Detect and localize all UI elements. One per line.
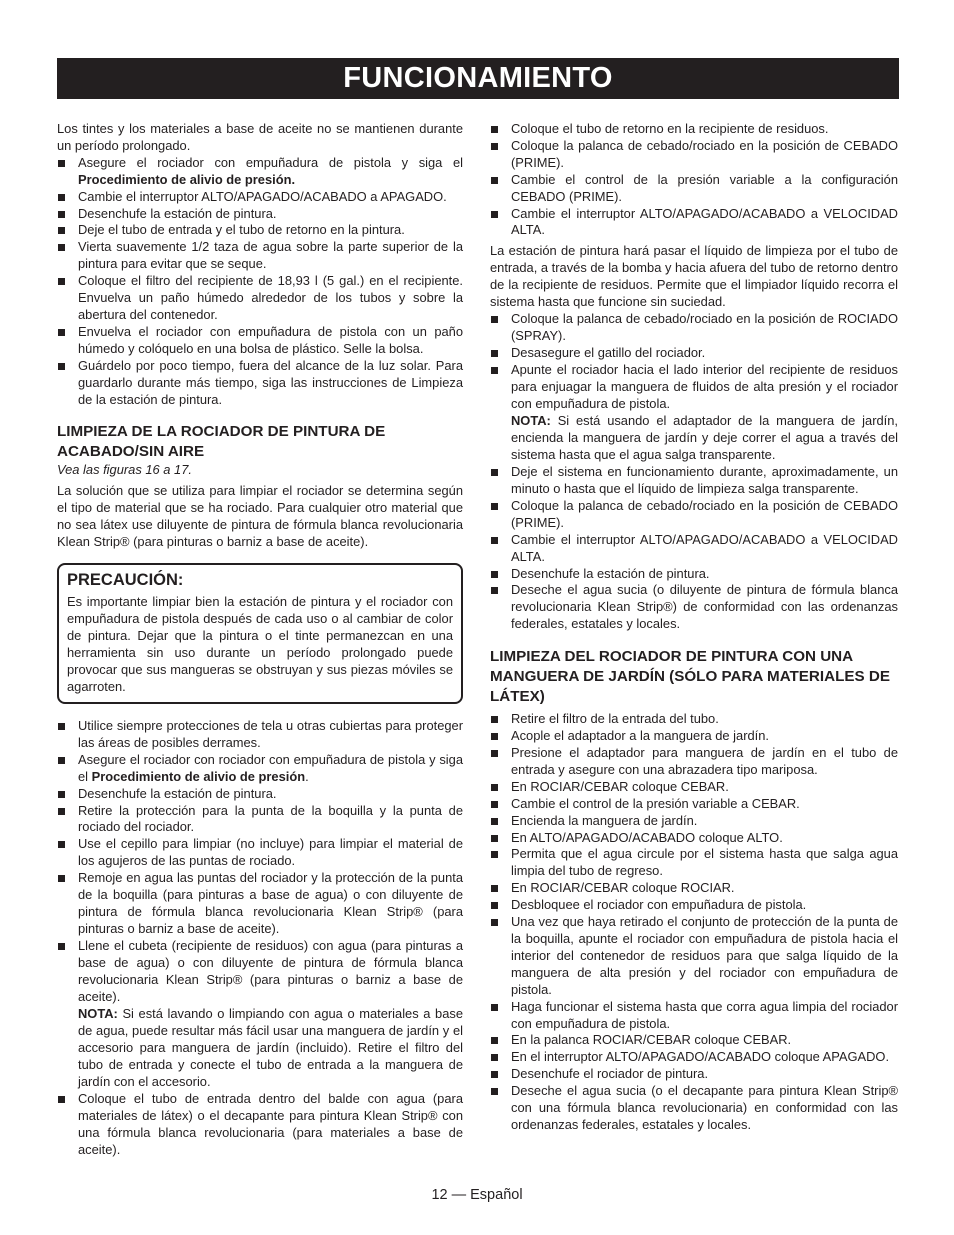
flush-paragraph: La estación de pintura hará pasar el líquido de limpieza por el tubo de entrada, a través de la bomba y hacia afuera del tubo de retorno dentro de la recipiente de residuos. Permite que el limpiador líquido recorra el sistema hasta que funcione sin suciedad. xyxy=(490,243,898,310)
list-item xyxy=(490,532,898,566)
note-label: NOTA: xyxy=(78,1006,118,1022)
list-item-text: En ROCIAR/CEBAR coloque CEBAR. xyxy=(511,778,729,794)
flush-steps-list xyxy=(490,121,898,239)
list-item-text: Coloque el tubo de retorno en la recipiente de residuos. xyxy=(511,121,829,136)
list-item xyxy=(57,1091,463,1159)
list-item xyxy=(57,324,463,358)
list-item xyxy=(490,813,898,830)
list-item xyxy=(490,172,898,206)
list-item-text: Deje el tubo de entrada y el tubo de retorno en la pintura. xyxy=(78,222,405,238)
section-paragraph: La solución que se utiliza para limpiar el rociador se determina según el tipo de material que se ha rociado. Para cualquier otro material que no sea látex use diluyente de pintura de fórmula blanca revolucionaria Klean Strip® (para pinturas o barniz a base de aceite). xyxy=(57,483,463,550)
list-item xyxy=(57,836,463,870)
note-text: Si está usando el adaptador de la manguera de jardín, encienda la manguera de jardín y deje correr el agua a través del sistema hasta que el agua salga transparente. xyxy=(511,413,898,463)
caution-box xyxy=(57,563,463,704)
list-item-text: Retire el filtro de la entrada del tubo. xyxy=(511,711,719,727)
list-item-text: Una vez que haya retirado el conjunto de protección de la punta de la boquilla, apunte el rociador con empuñadura de pistola hacia el interior del contenedor de residuos para que salga líquido de la manguera de alta presión y del rociador con empuñadura de pistola. xyxy=(511,914,898,997)
list-item xyxy=(490,830,898,847)
list-item-text: Desbloquee el rociador con empuñadura de pistola. xyxy=(511,897,807,913)
list-item-text: Desasegure el gatillo del rociador. xyxy=(511,344,706,360)
list-item-text: Use el cepillo para limpiar (no incluye) para limpiar el material de los agujeros de las puntas de rociado. xyxy=(78,836,463,869)
list-item xyxy=(57,358,463,409)
list-item-note xyxy=(511,413,898,464)
list-item xyxy=(490,464,898,498)
section-heading-airless-cleaning: LIMPIEZA DE LA ROCIADOR DE PINTURA DE ACABADO/SIN AIRE xyxy=(57,423,386,461)
list-item xyxy=(490,1083,898,1134)
list-item-text: Retire la protección para la punta de la boquilla y la punta de rociado del rociador. xyxy=(78,802,463,835)
right-column xyxy=(490,121,898,1134)
page-footer: 12 — Español xyxy=(431,1187,523,1203)
list-item xyxy=(57,206,463,223)
list-item xyxy=(490,311,898,345)
cleaning-steps-list xyxy=(57,718,463,1159)
list-item xyxy=(490,880,898,897)
list-item-text: Cambie el interruptor ALTO/APAGADO/ACABADO a VELOCIDAD ALTA. xyxy=(511,531,898,564)
list-item-text: Apunte el rociador hacia el lado interior del recipiente de residuos para enjuagar la manguera de fluidos de alta presión y el rociador con empuñadura de pistola. xyxy=(511,361,898,411)
rinse-steps-list xyxy=(490,311,898,633)
list-item xyxy=(57,938,463,1091)
list-item xyxy=(490,1066,898,1083)
list-item-text: Coloque la palanca de cebado/rociado en la posición de CEBADO (PRIME). xyxy=(511,137,898,170)
list-item-text: Desenchufe la estación de pintura. xyxy=(78,205,277,221)
list-item-text: Remoje en agua las puntas del rociador y la protección de la punta de la boquilla (para pinturas a base de agua) o con diluyente de pintura de fórmula blanca revolucionaria Klean Strip® (para pinturas o barniz a base de aceite). xyxy=(78,870,463,936)
list-item-text: En ROCIAR/CEBAR coloque ROCIAR. xyxy=(511,880,735,896)
list-item-text: En la palanca ROCIAR/CEBAR coloque CEBAR. xyxy=(511,1032,792,1048)
list-item-text: Cambie el control de la presión variable a la configuración CEBADO (PRIME). xyxy=(511,171,898,204)
list-item-text: Haga funcionar el sistema hasta que corra agua limpia del rociador con empuñadura de pistola. xyxy=(511,998,898,1031)
list-item xyxy=(490,711,898,728)
list-item-text: Asegure el rociador con empuñadura de pistola y siga el xyxy=(78,154,463,170)
list-item xyxy=(490,138,898,172)
list-item-text: En ALTO/APAGADO/ACABADO coloque ALTO. xyxy=(511,829,783,845)
list-item xyxy=(490,728,898,745)
list-item xyxy=(490,582,898,633)
list-item-text: En el interruptor ALTO/APAGADO/ACABADO coloque APAGADO. xyxy=(511,1049,890,1065)
list-item xyxy=(490,498,898,532)
note-label: NOTA: xyxy=(511,413,551,429)
list-item-text: Asegure el rociador con rociador con empuñadura de pistola y siga el xyxy=(78,751,463,784)
note-text: Si está lavando o limpiando con agua o materiales a base de agua, puede resultar más fácil usar una manguera de jardín y el accesorio para manguera de jardín (incluido). Retire el filtro del tubo de entrada y conecte el tubo de entrada a la manguera de jardín con el accesorio. xyxy=(78,1006,463,1090)
list-item-text: Coloque la palanca de cebado/rociado en la posición de ROCIADO (SPRAY). xyxy=(511,310,898,343)
list-item-text: Acople el adaptador a la manguera de jardín. xyxy=(511,728,769,744)
list-item xyxy=(490,745,898,779)
list-item-text: Guárdelo por poco tiempo, fuera del alcance de la luz solar. Para guardarlo durante más tiempo, siga las instrucciones de Limpieza de la estación de pintura. xyxy=(78,357,463,407)
list-item-text: Vierta suavemente 1/2 taza de agua sobre la parte superior de la pintura para evitar que se seque. xyxy=(78,239,463,272)
list-item xyxy=(490,1049,898,1066)
list-item xyxy=(490,779,898,796)
list-item-text: Desenchufe la estación de pintura. xyxy=(78,785,277,801)
list-item-text: Desenchufe la estación de pintura. xyxy=(511,565,710,581)
caution-title: PRECAUCIÓN: xyxy=(67,571,184,590)
list-item xyxy=(57,786,463,803)
list-item xyxy=(57,752,463,786)
list-item xyxy=(57,273,463,324)
list-item-text: Deje el sistema en funcionamiento durante, aproximadamente, un minuto o hasta que el líquido de limpieza salga transparente. xyxy=(511,464,898,497)
list-item-text: Utilice siempre protecciones de tela u otras cubiertas para proteger las áreas de posibles derrames. xyxy=(78,718,463,750)
intro-paragraph: Los tintes y los materiales a base de aceite no se mantienen durante un período prolongado. xyxy=(57,121,463,153)
list-item-text: Cambie el interruptor ALTO/APAGADO/ACABADO a VELOCIDAD ALTA. xyxy=(511,205,898,238)
list-item-text: Llene el cubeta (recipiente de residuos) con agua (para pinturas a base de agua) o con diluyente de pintura de fórmula blanca revolucionaria Klean Strip® (para pinturas o barniz a base de aceite). xyxy=(78,937,463,1004)
list-item xyxy=(490,206,898,240)
list-item xyxy=(57,189,463,206)
list-item xyxy=(490,846,898,880)
list-item-text: Desenchufe el rociador de pintura. xyxy=(511,1066,709,1082)
section-heading-garden-hose: LIMPIEZA DEL ROCIADOR DE PINTURA CON UNA MANGUERA DE JARDÍN (SÓLO PARA MATERIALES DE LÁTEX) xyxy=(490,648,890,706)
list-item-text: Envuelva el rociador con empuñadura de pistola con un paño húmedo y colóquelo en una bolsa de plástico. Selle la bolsa. xyxy=(78,323,463,356)
list-item xyxy=(490,796,898,813)
figure-reference: Vea las figuras 16 a 17. xyxy=(57,462,192,478)
list-item xyxy=(490,1032,898,1049)
list-item xyxy=(57,222,463,239)
list-item-text: Encienda la manguera de jardín. xyxy=(511,812,698,828)
list-item-text: Coloque el tubo de entrada dentro del balde con agua (para materiales de látex) o el decapante para pintura Klean Strip® con una fórmula blanca revolucionaria (para materiales a base de aceite). xyxy=(78,1090,463,1157)
list-item-text: Presione el adaptador para manguera de jardín en el tubo de entrada y asegure con una abrazadera tipo mariposa. xyxy=(511,745,898,777)
list-item-emphasis: Procedimiento de alivio de presión. xyxy=(78,171,296,187)
list-item xyxy=(490,121,898,138)
list-item xyxy=(57,155,463,189)
list-item xyxy=(490,345,898,362)
list-item xyxy=(490,914,898,999)
list-item-text: Cambie el control de la presión variable a CEBAR. xyxy=(511,795,800,811)
left-column xyxy=(57,121,463,1159)
list-item xyxy=(490,362,898,464)
list-item-text: Permita que el agua circule por el sistema hasta que salga agua limpia del tubo de regreso. xyxy=(511,846,898,879)
list-item xyxy=(490,566,898,583)
list-item-text: Coloque el filtro del recipiente de 18,93 l (5 gal.) en el recipiente. Envuelva un paño húmedo alrededor de los tubos y sobre la abertura del contenedor. xyxy=(78,273,463,322)
list-item-text: Deseche el agua sucia (o diluyente de pintura de fórmula blanca revolucionaria Klean Strip®) de conformidad con las ordenanzas federales, estatales y locales. xyxy=(511,582,898,632)
list-item-suffix: . xyxy=(305,768,309,784)
list-item-text: Deseche el agua sucia (o el decapante para pintura Klean Strip® con una fórmula blanca revolucionaria) en conformidad con las ordenanzas federales, estatales y locales. xyxy=(511,1083,898,1132)
list-item-note xyxy=(78,1006,463,1091)
list-item-text: Cambie el interruptor ALTO/APAGADO/ACABADO a APAGADO. xyxy=(78,188,447,204)
list-item xyxy=(57,870,463,938)
list-item xyxy=(57,803,463,837)
list-item xyxy=(490,897,898,914)
list-item-emphasis: Procedimiento de alivio de presión xyxy=(91,768,306,784)
caution-text: Es importante limpiar bien la estación de pintura y el rociador con empuñadura de pistola después de cada uso o al cambiar de color de pintura. Dejar que la pintura o el tinte permanezcan en una herramienta sin uso durante un período prolongado puede provocar que sus mangueras se obstruyan y sus piezas móviles se agarroten. xyxy=(67,594,453,695)
list-item-text: Coloque la palanca de cebado/rociado en la posición de CEBADO (PRIME). xyxy=(511,497,898,530)
list-item xyxy=(57,718,463,752)
storage-steps-list xyxy=(57,155,463,409)
garden-hose-steps-list xyxy=(490,711,898,1134)
list-item xyxy=(57,239,463,273)
page-title: FUNCIONAMIENTO xyxy=(57,58,899,99)
list-item xyxy=(490,999,898,1033)
